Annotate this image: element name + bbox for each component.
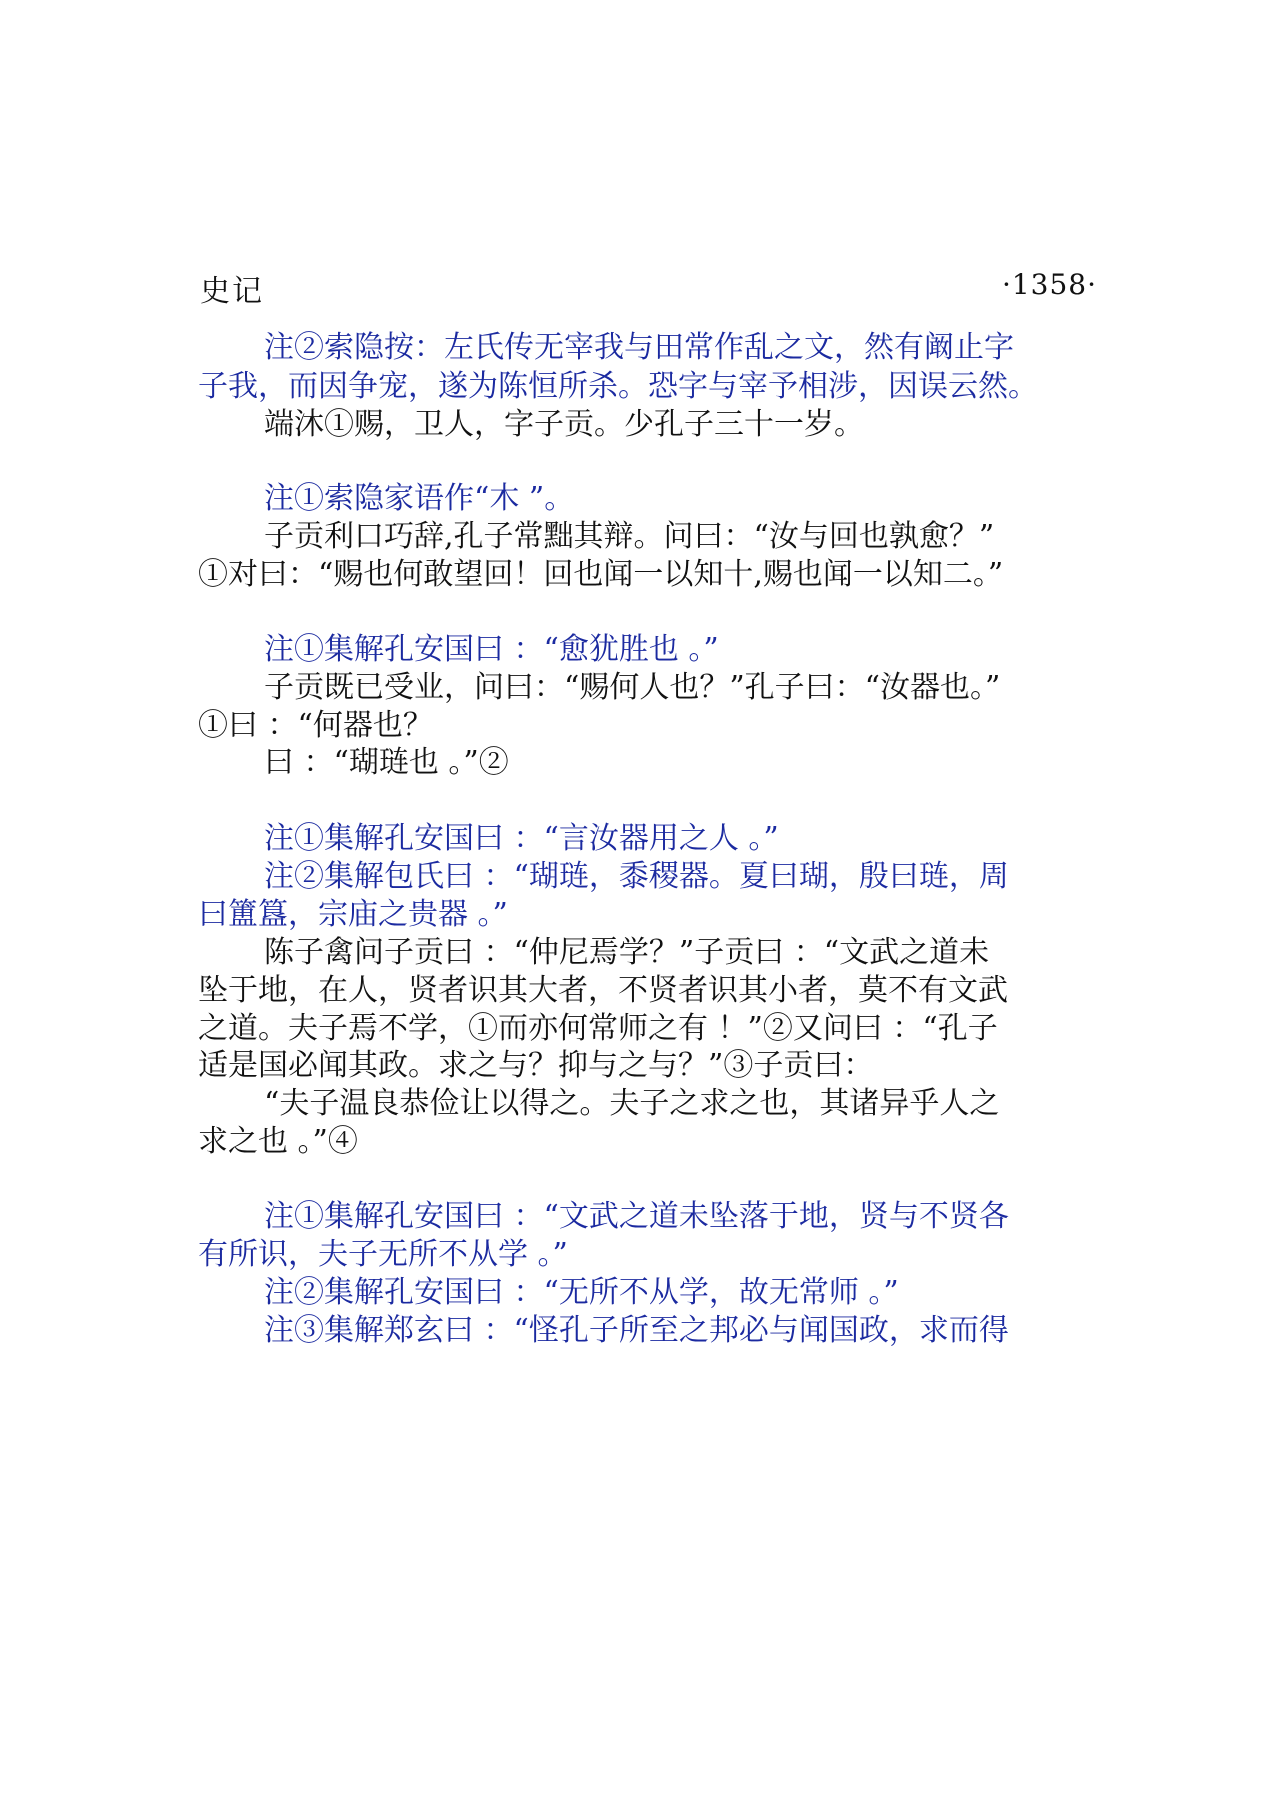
- text-line: 求之也 。”④: [198, 1124, 358, 1159]
- annotation-line: 注①索隐家语作“木 ”。: [264, 481, 575, 516]
- annotation-line: 注①集解孔安国曰 ：“言汝器用之人 。”: [264, 821, 779, 856]
- annotation-line: 注②索隐按：左氏传无宰我与田常作乱之文，然有阚止字: [264, 330, 1014, 365]
- text-line: “夫子温良恭俭让以得之。夫子之求之也，其诸异乎人之: [264, 1086, 1000, 1121]
- annotation-line: 注②集解包氏曰 ：“瑚琏，黍稷器。夏曰瑚，殷曰琏，周: [264, 859, 1009, 894]
- annotation-line: 注①集解孔安国曰 ：“愈犹胜也 。”: [264, 632, 719, 667]
- page-number: ·1358·: [1001, 268, 1097, 301]
- text-line: 曰 ：“瑚琏也 。”②: [264, 745, 509, 780]
- text-line: ①曰 ：“何器也？: [198, 708, 433, 743]
- annotation-line: 曰簠簋，宗庙之贵器 。”: [198, 897, 508, 932]
- annotation-line: 注③集解郑玄曰 ：“怪孔子所至之邦必与闻国政，求而得: [264, 1313, 1009, 1348]
- text-line: 适是国必闻其政。求之与？抑与之与？”③子贡曰：: [198, 1048, 874, 1083]
- annotation-line: 子我，而因争宠，遂为陈恒所杀。恐字与宰予相涉，因误云然。: [198, 369, 1038, 404]
- annotation-line: 注②集解孔安国曰 ：“无所不从学，故无常师 。”: [264, 1275, 899, 1310]
- text-line: 子贡既已受业，问曰：“赐何人也？”孔子曰：“汝器也。”: [264, 670, 1001, 705]
- book-title: 史记: [200, 274, 264, 309]
- annotation-line: 注①集解孔安国曰 ：“文武之道未坠落于地，贤与不贤各: [264, 1199, 1009, 1234]
- text-line: 之道。夫子焉不学，①而亦何常师之有 ！”②又问曰 ：“孔子: [198, 1011, 998, 1046]
- text-line: 坠于地，在人，贤者识其大者，不贤者识其小者，莫不有文武: [198, 973, 1008, 1008]
- text-line: ①对曰：“赐也何敢望回！回也闻一以知十,赐也闻一以知二。”: [198, 557, 1004, 592]
- text-line: 陈子禽问子贡曰 ：“仲尼焉学？”子贡曰 ：“文武之道未: [264, 935, 990, 970]
- text-line: 端沐①赐，卫人，字子贡。少孔子三十一岁。: [264, 407, 864, 442]
- annotation-line: 有所识，夫子无所不从学 。”: [198, 1237, 568, 1272]
- text-line: 子贡利口巧辞,孔子常黜其辩。问曰：“汝与回也孰愈？”: [264, 519, 995, 554]
